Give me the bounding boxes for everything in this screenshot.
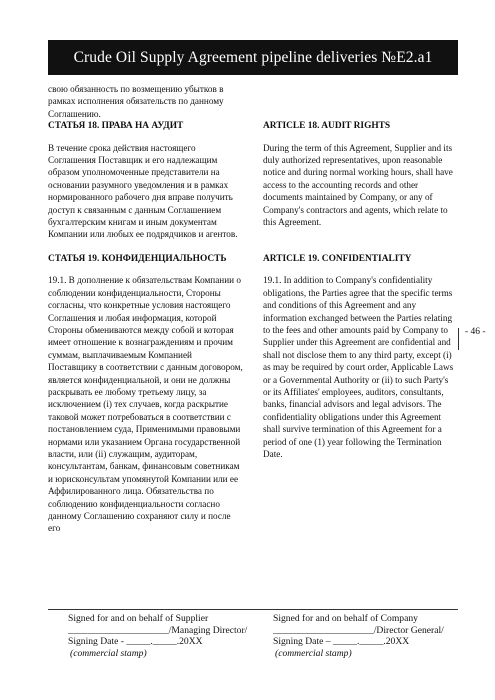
document-title: Crude Oil Supply Agreement pipeline deliveries №E2.a1 (73, 48, 433, 66)
article-19-text-ru: 19.1. В дополнение к обязательствам Компании о соблюдении конфиденциальности, Стороны согласны, что конкретные условия настоящего Соглашения и любая информация, которой Стороны обмениваются между собой и которая имеет отношение к вознаграждениям и прочим суммам, выплачиваемым Компанией Поставщику в соответствии с данным договором, является конфиденциальной, и они не должны раскрывать ее любому третьему лицу, за исключением (i) тех случаев, когда раскрытие таковой может потребоваться в соответствии с постановлением суда, Применимыми правовыми нормами или указанием Органа государственной власти, или (ii) служащим, аудиторам, консультантам, банкам, финансовым советникам и юрисконсультам упомянутой Компании или ее Аффилированного лица. Обязательства по соблюдению конфиденциальности согласно данному Соглашению сохраняют силу и после его (48, 275, 243, 534)
supplier-signature-block (68, 613, 253, 659)
column-ru (48, 253, 243, 535)
supplier-signed-label: Signed for and on behalf of Supplier (68, 613, 209, 624)
article-18-text-ru: В течение срока действия настоящего Соглашения Поставщик и его надлежащим образом уполномоченные представители на основании разумного уведомления и в рамках нормированного рабочего дня вправе получить доступ к связанным с данным Соглашением бухгалтерским книгам и иным документам Компании или любых ее подрядчиков и агентов. (48, 142, 238, 240)
article-19-text-en: 19.1. In addition to Company's confidentiality obligations, the Parties agree that the specific terms and conditions of this Agreement and any information exchanged between the Parties relating to the fees and other amounts paid by Company to Supplier under this Agreement are confidential and shall not disclose them to any third party, except (i) as may be required by court order, Applicable Laws or a Governmental Authority or (ii) to such Party's or its Affiliates' employees, auditors, consultants, banks, financial advisors and legal advisors. The confidentiality obligations under this Agreement shall survive termination of this Agreement for a period of one (1) year following the Termination Date. (263, 275, 454, 459)
footer-divider (48, 609, 458, 610)
article-19-heading-en: ARTICLE 19. CONFIDENTIALITY (263, 253, 412, 264)
page-number: - 46 - (465, 327, 486, 337)
company-signature-line: _____________________/Director General/ (273, 624, 444, 636)
section-article-18 (48, 120, 458, 241)
column-en (263, 120, 458, 241)
page-number-rule (458, 328, 459, 350)
company-stamp-label: (commercial stamp) (275, 647, 352, 659)
column-en (263, 253, 458, 535)
company-signed-label: Signed for and on behalf of Company (273, 613, 418, 624)
section-article-19 (48, 253, 458, 535)
lead-paragraph-ru: свою обязанность по возмещению убытков в рамках исполнения обязательств по данному Соглашению. (48, 84, 224, 119)
supplier-signature-line: _____________________/Managing Director/ (68, 624, 248, 636)
article-19-heading-ru: СТАТЬЯ 19. КОНФИДЕНЦИАЛЬНОСТЬ (48, 253, 227, 264)
article-18-heading-ru: СТАТЬЯ 18. ПРАВА НА АУДИТ (48, 121, 184, 132)
article-18-heading-en: ARTICLE 18. AUDIT RIGHTS (263, 121, 391, 132)
signature-footer (68, 613, 458, 659)
supplier-signing-date: Signing Date - _____._____.20XX (68, 636, 203, 647)
article-18-text-en: During the term of this Agreement, Supplier and its duly authorized representatives, upon reasonable notice and during normal working hours, shall have access to the accounting records and other documents maintained by Company, or any of Company's contractors and agents, which relate to this Agreement. (263, 142, 453, 228)
document-header (48, 40, 458, 75)
document-body (48, 83, 458, 535)
company-signing-date: Signing Date – _____._____.20XX (273, 636, 410, 647)
supplier-stamp-label: (commercial stamp) (70, 647, 147, 659)
company-signature-block (273, 613, 458, 659)
column-ru (48, 120, 243, 241)
